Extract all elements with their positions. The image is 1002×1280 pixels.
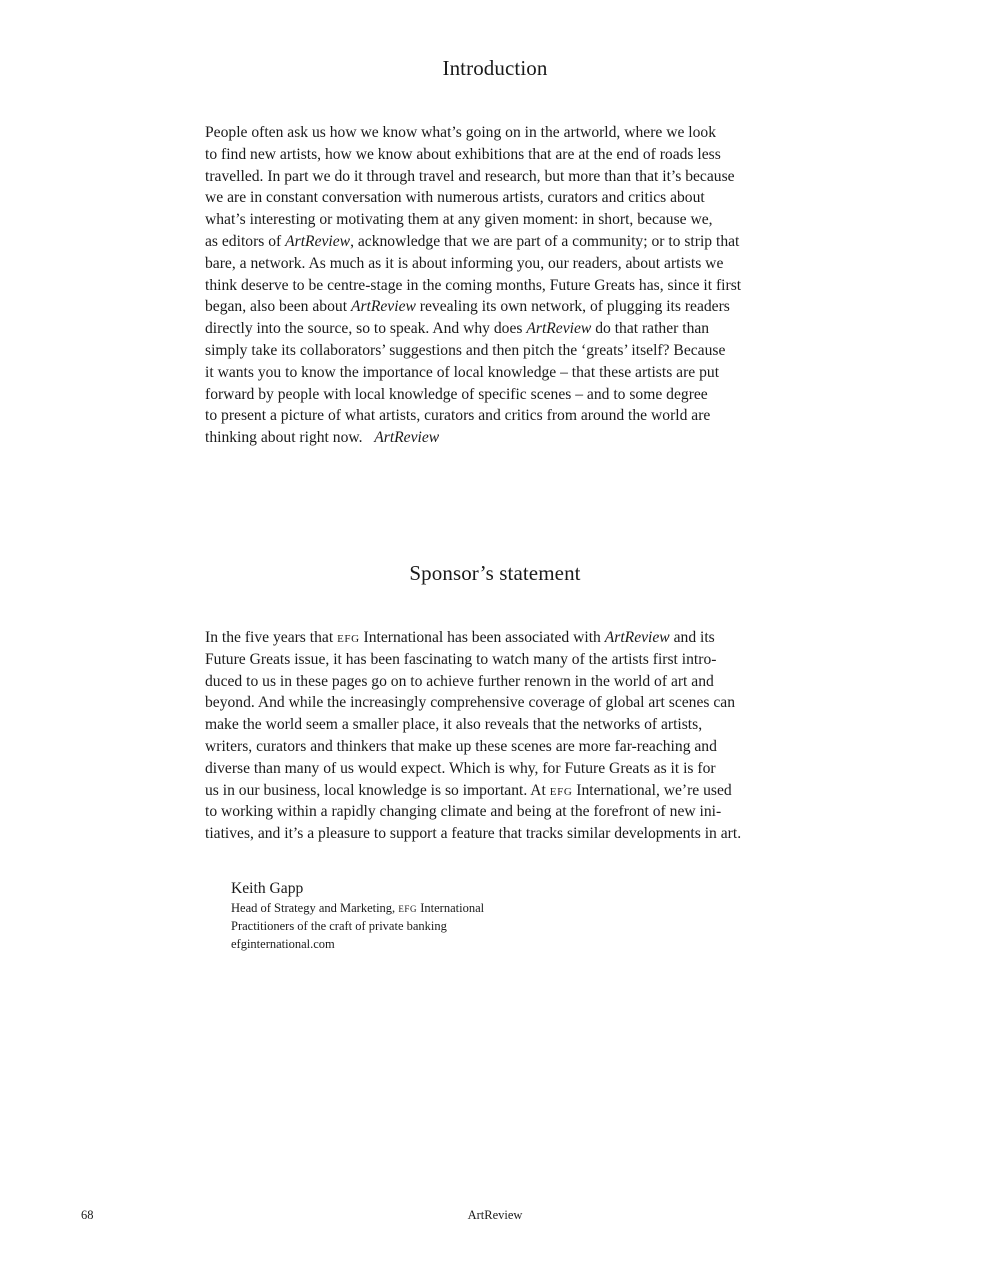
footer-publication: ArtReview bbox=[467, 1208, 523, 1222]
text-line: diverse than many of us would expect. Which is why, for Future Greats as it is for bbox=[205, 759, 716, 777]
text-line: to find new artists, how we know about exhibitions that are at the end of roads less bbox=[205, 145, 721, 163]
sponsor-heading: Sponsor’s statement bbox=[409, 561, 581, 585]
text-line: People often ask us how we know what’s going on in the artworld, where we look bbox=[205, 124, 717, 141]
text-line: what’s interesting or motivating them at any given moment: in short, because we, bbox=[205, 211, 713, 229]
magazine-name: ArtReview bbox=[350, 298, 416, 316]
text-line: In the five years that efg International has been associated with ArtReview and its bbox=[205, 629, 715, 646]
sponsor-body bbox=[205, 627, 805, 845]
text-line: simply take its collaborators’ suggestions and then pitch the ‘greats’ itself? Because bbox=[205, 341, 726, 359]
text-line: bare, a network. As much as it is about informing you, our readers, about artists we bbox=[205, 254, 724, 272]
text-line: us in our business, local knowledge is so important. At efg International, we’re used bbox=[205, 781, 732, 799]
text-line: thinking about right now. ArtReview bbox=[205, 429, 440, 447]
signoff-name: Keith Gapp bbox=[231, 880, 304, 897]
company-acronym: efg bbox=[337, 629, 360, 646]
signoff-website: efginternational.com bbox=[231, 937, 335, 951]
page-number: 68 bbox=[81, 1208, 94, 1222]
text-line: began, also been about ArtReview revealing its own network, of plugging its readers bbox=[205, 298, 730, 316]
text-line: it wants you to know the importance of local knowledge – that these artists are put bbox=[205, 363, 720, 381]
magazine-name: ArtReview bbox=[285, 232, 351, 250]
text-line: as editors of ArtReview, acknowledge that we are part of a community; or to strip that bbox=[205, 232, 740, 250]
magazine-name: ArtReview bbox=[526, 320, 592, 338]
sponsor-signoff bbox=[231, 878, 731, 953]
text-line: duced to us in these pages go on to achieve further renown in the world of art and bbox=[205, 672, 714, 690]
text-line: we are in constant conversation with numerous artists, curators and critics about bbox=[205, 189, 705, 207]
text-line: tiatives, and it’s a pleasure to support a feature that tracks similar developments in art. bbox=[205, 825, 742, 843]
text-line: beyond. And while the increasingly comprehensive coverage of global art scenes can bbox=[205, 694, 735, 712]
company-acronym: efg bbox=[549, 781, 573, 799]
text-line: Future Greats issue, it has been fascinating to watch many of the artists first intro- bbox=[205, 650, 717, 668]
text-line: to working within a rapidly changing climate and being at the forefront of new ini- bbox=[205, 803, 722, 821]
text-line: directly into the source, so to speak. And why does ArtReview do that rather than bbox=[205, 320, 710, 338]
text-line: think deserve to be centre-stage in the coming months, Future Greats has, since it first bbox=[205, 276, 742, 294]
text-line: to present a picture of what artists, curators and critics from around the world are bbox=[205, 407, 711, 425]
signature-artreview: ArtReview bbox=[374, 429, 440, 447]
text-line: writers, curators and thinkers that make up these scenes are more far-reaching and bbox=[205, 737, 717, 755]
magazine-name: ArtReview bbox=[604, 629, 670, 646]
text-line: travelled. In part we do it through travel and research, but more than that it’s because bbox=[205, 167, 735, 185]
text-line: make the world seem a smaller place, it also reveals that the networks of artists, bbox=[205, 716, 703, 734]
introduction-heading: Introduction bbox=[442, 56, 548, 80]
signoff-role: Head of Strategy and Marketing, efg International bbox=[231, 901, 485, 915]
text-line: forward by people with local knowledge of specific scenes – and to some degree bbox=[205, 385, 708, 403]
introduction-body bbox=[205, 122, 805, 449]
signoff-tagline: Practitioners of the craft of private banking bbox=[231, 919, 447, 933]
